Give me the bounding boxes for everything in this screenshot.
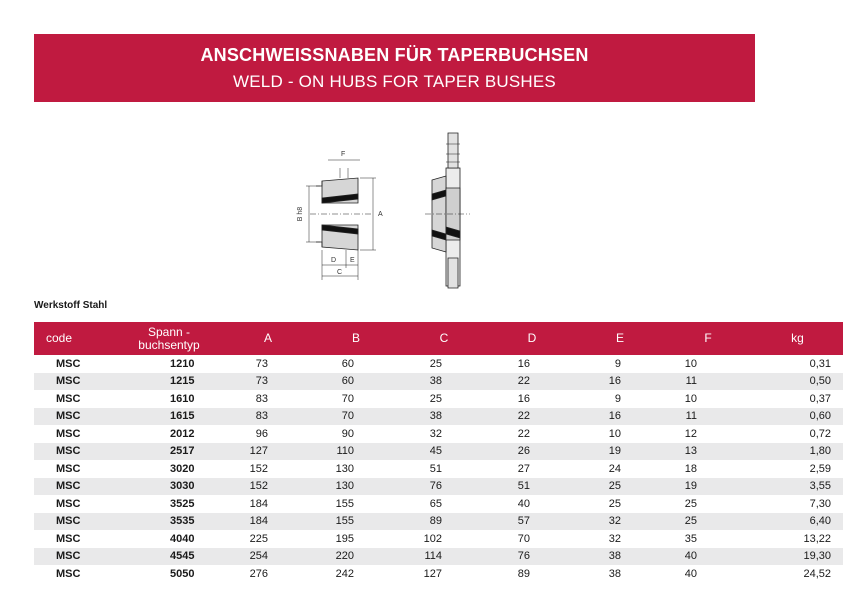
cell-f: 10 (684, 357, 697, 370)
cell-d: 26 (517, 445, 530, 458)
cell-bush-type: 1610 (170, 392, 195, 405)
cell-e: 25 (608, 497, 621, 510)
cell-a: 225 (249, 532, 268, 545)
header-f: F (704, 331, 712, 345)
cell-f: 25 (684, 497, 697, 510)
cell-c: 38 (429, 375, 442, 388)
cell-f: 35 (684, 532, 697, 545)
cell-c: 65 (429, 497, 442, 510)
cell-e: 25 (608, 480, 621, 493)
cell-e: 10 (608, 427, 621, 440)
cell-c: 38 (429, 410, 442, 423)
cell-a: 73 (255, 357, 268, 370)
dim-label-a: A (378, 211, 383, 218)
technical-drawing (280, 128, 520, 293)
cell-code: MSC (56, 375, 81, 388)
cell-kg: 7,30 (809, 497, 831, 510)
cell-f: 25 (684, 515, 697, 528)
cell-b: 130 (335, 480, 354, 493)
cell-e: 24 (608, 462, 621, 475)
cell-bush-type: 5050 (170, 567, 195, 580)
cell-kg: 13,22 (803, 532, 831, 545)
cell-d: 27 (517, 462, 530, 475)
table-header-row (34, 322, 843, 355)
cell-a: 83 (255, 410, 268, 423)
cell-bush-type: 4040 (170, 532, 195, 545)
cell-e: 16 (608, 410, 621, 423)
cell-c: 32 (429, 427, 442, 440)
cell-e: 38 (608, 567, 621, 580)
table-row (34, 355, 843, 373)
hub-drawing-svg (280, 128, 520, 293)
cell-kg: 0,50 (809, 375, 831, 388)
cell-b: 110 (336, 445, 354, 458)
cell-a: 96 (255, 427, 268, 440)
dim-label-f: F (341, 151, 346, 158)
cell-a: 127 (249, 445, 268, 458)
cell-bush-type: 2012 (170, 427, 195, 440)
cell-e: 38 (608, 550, 621, 563)
cell-b: 242 (335, 567, 354, 580)
cell-f: 13 (684, 445, 697, 458)
title-english: WELD - ON HUBS FOR TAPER BUSHES (233, 72, 556, 91)
table-row (34, 408, 843, 426)
hub-section-view (306, 160, 376, 280)
header-c: C (439, 331, 449, 345)
header-b: B (351, 331, 360, 345)
cell-kg: 0,60 (809, 410, 831, 423)
cell-c: 76 (429, 480, 442, 493)
table-row (34, 530, 843, 548)
cell-f: 11 (685, 375, 697, 388)
cell-b: 155 (335, 515, 354, 528)
cell-b: 70 (341, 392, 354, 405)
cell-e: 16 (608, 375, 621, 388)
table-row (34, 373, 843, 391)
table-row (34, 390, 843, 408)
cell-bush-type: 3030 (170, 480, 195, 493)
cell-kg: 3,55 (809, 480, 831, 493)
cell-code: MSC (56, 392, 81, 405)
cell-d: 57 (517, 515, 530, 528)
cell-b: 90 (341, 427, 354, 440)
cell-b: 60 (341, 357, 354, 370)
cell-bush-type: 1615 (170, 410, 195, 423)
cell-code: MSC (56, 515, 81, 528)
title-german: ANSCHWEISSNABEN FÜR TAPERBUCHSEN (200, 45, 589, 65)
cell-bush-type: 2517 (170, 445, 195, 458)
cell-d: 22 (517, 427, 530, 440)
header-d: D (527, 331, 537, 345)
cell-a: 152 (249, 480, 268, 493)
cell-d: 40 (517, 497, 530, 510)
cell-a: 276 (249, 567, 268, 580)
cell-code: MSC (56, 357, 81, 370)
cell-c: 114 (424, 550, 442, 563)
cell-kg: 0,31 (809, 357, 831, 370)
cell-f: 18 (684, 462, 697, 475)
cell-b: 130 (335, 462, 354, 475)
cell-b: 155 (335, 497, 354, 510)
cell-e: 19 (608, 445, 621, 458)
header-bush-type: Spann - buchsentyp (138, 324, 200, 352)
cell-bush-type: 1210 (170, 357, 195, 370)
cell-d: 22 (517, 410, 530, 423)
cell-d: 89 (517, 567, 530, 580)
cell-kg: 24,52 (803, 567, 831, 580)
cell-c: 51 (429, 462, 442, 475)
cell-code: MSC (56, 550, 81, 563)
cell-bush-type: 3535 (170, 515, 195, 528)
table-row (34, 478, 843, 496)
cell-kg: 2,59 (809, 462, 831, 475)
cell-d: 22 (517, 375, 530, 388)
cell-e: 32 (608, 532, 621, 545)
cell-f: 40 (684, 567, 697, 580)
cell-bush-type: 3525 (170, 497, 195, 510)
cell-code: MSC (56, 497, 81, 510)
hub-with-sprocket-view (425, 133, 470, 288)
cell-d: 70 (517, 532, 530, 545)
header-e: E (615, 331, 624, 345)
cell-code: MSC (56, 480, 81, 493)
cell-kg: 6,40 (809, 515, 831, 528)
cell-code: MSC (56, 445, 81, 458)
cell-f: 11 (685, 410, 697, 423)
table-row (34, 443, 843, 461)
material-note: Werkstoff Stahl (34, 300, 108, 311)
cell-d: 76 (517, 550, 530, 563)
header-a: A (263, 331, 272, 345)
cell-e: 9 (614, 357, 621, 370)
cell-a: 73 (255, 375, 268, 388)
cell-f: 10 (684, 392, 697, 405)
cell-code: MSC (56, 532, 81, 545)
cell-c: 127 (423, 567, 442, 580)
table-row (34, 513, 843, 531)
cell-d: 16 (517, 357, 530, 370)
table-row (34, 425, 843, 443)
cell-code: MSC (56, 427, 81, 440)
cell-b: 220 (335, 550, 354, 563)
table-row (34, 548, 843, 566)
cell-code: MSC (56, 410, 81, 423)
cell-b: 70 (341, 410, 354, 423)
header-code: code (46, 331, 73, 345)
cell-c: 89 (429, 515, 442, 528)
cell-kg: 0,37 (809, 392, 831, 405)
cell-a: 184 (249, 515, 268, 528)
cell-f: 40 (684, 550, 697, 563)
cell-f: 12 (684, 427, 697, 440)
dim-label-e: E (350, 257, 355, 264)
cell-e: 32 (608, 515, 621, 528)
cell-code: MSC (56, 567, 81, 580)
cell-a: 254 (249, 550, 268, 563)
cell-a: 83 (255, 392, 268, 405)
dim-label-d: D (331, 257, 337, 264)
cell-bush-type: 1215 (170, 375, 195, 388)
cell-kg: 1,80 (809, 445, 831, 458)
table-body (34, 355, 843, 583)
cell-c: 102 (423, 532, 442, 545)
cell-d: 51 (517, 480, 530, 493)
cell-d: 16 (517, 392, 530, 405)
cell-kg: 0,72 (809, 427, 831, 440)
cell-b: 60 (341, 375, 354, 388)
cell-c: 25 (429, 357, 442, 370)
cell-bush-type: 4545 (170, 550, 195, 563)
cell-a: 184 (249, 497, 268, 510)
cell-f: 19 (684, 480, 697, 493)
table-row (34, 460, 843, 478)
title-banner (34, 34, 755, 102)
cell-code: MSC (56, 462, 81, 475)
table-row (34, 495, 843, 513)
cell-c: 25 (429, 392, 442, 405)
cell-c: 45 (429, 445, 442, 458)
header-kg: kg (791, 331, 804, 345)
cell-a: 152 (249, 462, 268, 475)
cell-e: 9 (614, 392, 621, 405)
cell-kg: 19,30 (803, 550, 831, 563)
cell-bush-type: 3020 (170, 462, 195, 475)
dim-label-c: C (337, 269, 343, 276)
hub-spec-table (34, 322, 843, 583)
dim-label-b: B h8 (297, 206, 304, 222)
table-row (34, 565, 843, 583)
cell-b: 195 (335, 532, 354, 545)
